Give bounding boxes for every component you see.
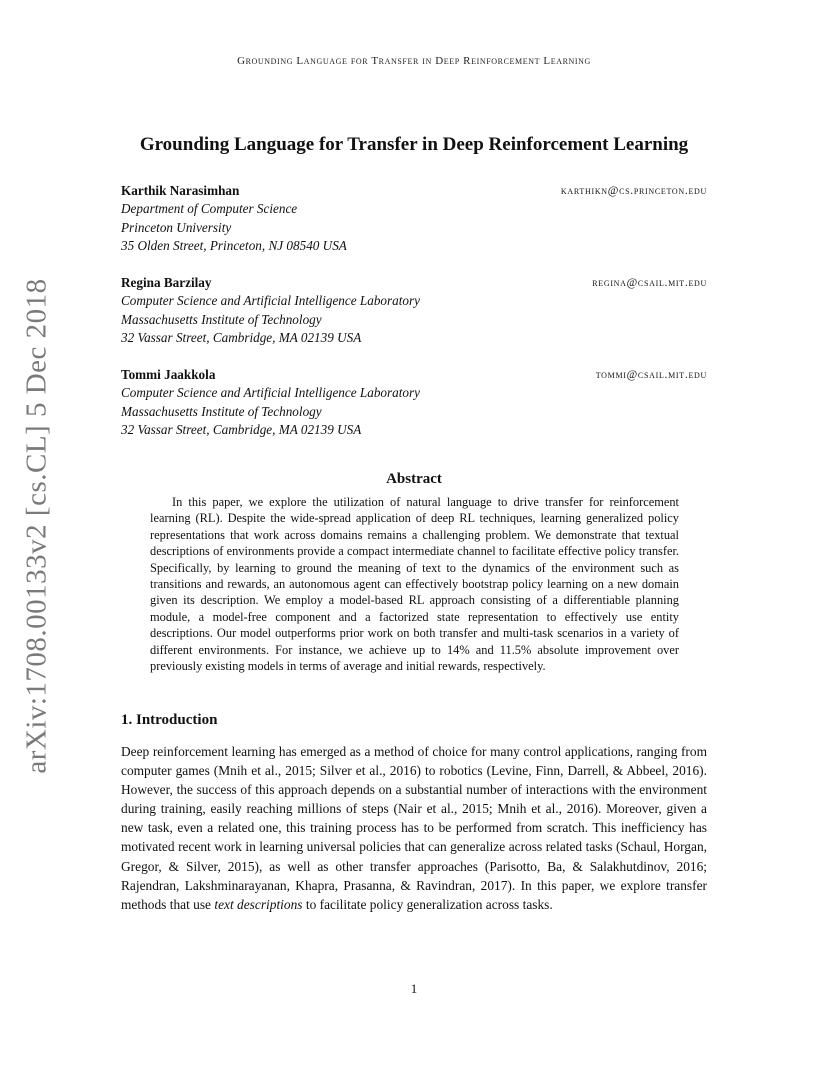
author-affiliation-line: Department of Computer Science (121, 201, 298, 217)
author-affiliation-line: 32 Vassar Street, Cambridge, MA 02139 USA (121, 329, 362, 345)
author-affiliation-line: Massachusetts Institute of Technology (121, 311, 322, 327)
running-head: Grounding Language for Transfer in Deep Reinforcement Learning (237, 55, 591, 67)
author-block-2 (121, 274, 707, 347)
author-affiliation-line: Computer Science and Artificial Intelligence Laboratory (121, 385, 420, 401)
author-email: karthikn@cs.princeton.edu (560, 185, 707, 197)
section-heading: 1. Introduction (121, 712, 218, 728)
author-affiliation-line: Computer Science and Artificial Intelligence Laboratory (121, 293, 420, 309)
author-email: tommi@csail.mit.edu (595, 369, 707, 381)
abstract-text: In this paper, we explore the utilization of natural language to drive transfer for reinforcement learning (RL). Despite the wide-spread application of deep RL techniques, learning generalized policy representations that work across domains remains a challenging problem. We demonstrate that textual descriptions of environments provide a compact intermediate channel to facilitate effective policy transfer. Specifically, by learning to ground the meaning of text to the dynamics of the environment such as transitions and rewards, an autonomous agent can effectively bootstrap policy learning on a new domain given its description. We employ a model-based RL approach consisting of a differentiable planning module, a model-free component and a factorized state representation to effectively use entity descriptions. Our model outperforms prior work on both transfer and multi-task scenarios in a variety of different environments. For instance, we achieve up to 14% and 11.5% absolute improvement over previously existing models in terms of average and initial rewards, respectively. (150, 495, 679, 674)
abstract-heading: Abstract (386, 471, 442, 487)
author-affiliation-line: Princeton University (121, 219, 232, 235)
author-affiliation-line: 35 Olden Street, Princeton, NJ 08540 USA (121, 237, 347, 253)
intro-text: Deep reinforcement learning has emerged as a method of choice for many control applications, ranging from computer games (Mnih et al., 2015; Silver et al., 2016) to robotics (Levine, Finn, Darrell, & Abbeel, 2016). However, the success of this approach depends on a substantial number of interactions with the environment during training, easily reaching millions of steps (Nair et al., 2015; Mnih et al., 2016). Moreover, given a new task, even a related one, this training process has to be performed from scratch. This inefficiency has motivated recent work in learning universal policies that can generalize across related tasks (Schaul, Horgan, Gregor, & Silver, 2015), as well as other transfer approaches (Parisotto, Ba, & Salakhutdinov, 2016; Rajendran, Lakshminarayanan, Khapra, Prasanna, & Ravindran, 2017). In this paper, we explore transfer methods that use (121, 744, 707, 912)
arxiv-stamp: arXiv:1708.00133v2 [cs.CL] 5 Dec 2018 (20, 278, 53, 774)
author-name: Karthik Narasimhan (121, 183, 240, 198)
paper-title: Grounding Language for Transfer in Deep Reinforcement Learning (139, 134, 689, 155)
intro-emphasis: text descriptions (214, 896, 303, 912)
author-block-1 (121, 182, 707, 255)
author-block-3 (121, 366, 707, 439)
author-affiliation-line: Massachusetts Institute of Technology (121, 403, 322, 419)
intro-paragraph (121, 742, 707, 914)
author-name: Tommi Jaakkola (121, 367, 216, 382)
page-number: 1 (410, 981, 418, 996)
author-name: Regina Barzilay (121, 275, 212, 290)
author-email: regina@csail.mit.edu (592, 277, 707, 289)
intro-text-end: to facilitate policy generalization across tasks. (302, 896, 553, 912)
author-affiliation-line: 32 Vassar Street, Cambridge, MA 02139 USA (121, 421, 362, 437)
